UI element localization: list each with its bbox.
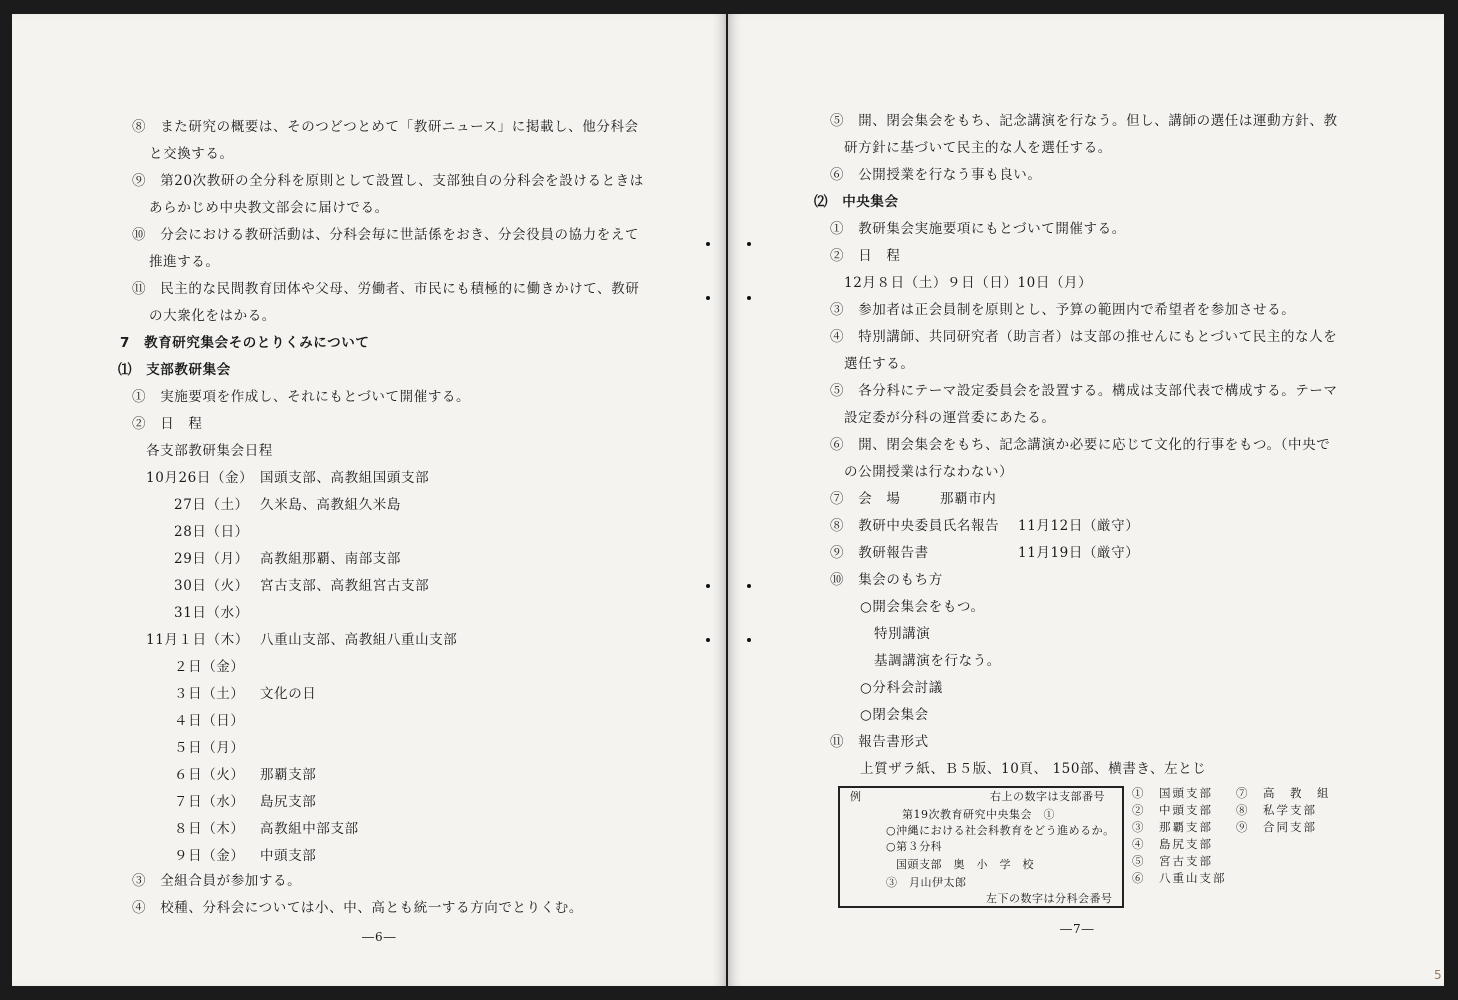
example-line: 国頭支部 奥 小 学 校 (896, 858, 1034, 871)
example-line: ③ 月山伊太郎 (886, 876, 967, 889)
text-line: 特別講演 (874, 626, 931, 642)
schedule-text: 中頭支部 (260, 848, 317, 864)
binding-hole (706, 242, 710, 246)
schedule-date: 30日（火） (174, 578, 249, 594)
text-line: の大衆化をはかる。 (149, 308, 276, 324)
example-line: 第19次教育研究中央集会 ① (902, 808, 1055, 821)
text-line: 設定委が分科の運営委にあたる。 (844, 410, 1056, 426)
subsection-heading: ⑵ 中央集会 (814, 194, 899, 210)
example-note: 左下の数字は分科会番号 (986, 892, 1113, 905)
binding-hole (706, 584, 710, 588)
example-line: ○第３分科 (886, 840, 943, 853)
text-line: ⑤ 各分科にテーマ設定委員会を設置する。構成は支部代表で構成する。テーマ (830, 383, 1338, 399)
schedule-text: 国頭支部、高教組国頭支部 (260, 470, 430, 486)
schedule-date: 31日（水） (174, 605, 249, 621)
schedule-date: 11月１日（木） (146, 632, 249, 648)
schedule-text: 高教組中部支部 (260, 821, 359, 837)
branch-item: ① 国頭支部 (1132, 786, 1213, 800)
branch-item: ③ 那覇支部 (1132, 820, 1213, 834)
text-line: ② 日 程 (132, 416, 203, 432)
schedule-date: ７日（水） (174, 794, 245, 810)
schedule-text: 八重山支部、高教組八重山支部 (260, 632, 458, 648)
schedule-text: 宮古支部、高教組宮古支部 (260, 578, 430, 594)
text-line: ⑪ 民主的な民間教育団体や父母、労働者、市民にも積極的に働きかけて、教研 (132, 281, 640, 297)
binding-hole (747, 242, 751, 246)
text-line: ⑧ また研究の概要は、そのつどつとめて「教研ニュース」に掲載し、他分科会 (132, 119, 639, 135)
text-line: ④ 校種、分科会については小、中、高とも統一する方向でとりくむ。 (132, 900, 583, 916)
binding-hole (747, 296, 751, 300)
page-number: ―6― (362, 930, 397, 944)
text-line: ⑦ 会 場 (830, 491, 901, 507)
text-line: ⑨ 教研報告書 (830, 545, 929, 561)
example-label: 例 (850, 790, 862, 803)
binding-hole (706, 638, 710, 642)
text-line: ① 教研集会実施要項にもとづいて開催する。 (830, 221, 1126, 237)
text-line: ⑧ 教研中央委員氏名報告 (830, 518, 1000, 534)
schedule-date: ３日（土） (174, 686, 245, 702)
page-right (728, 14, 1444, 986)
binding-hole (706, 296, 710, 300)
schedule-date: 29日（月） (174, 551, 249, 567)
text-line: ⑤ 開、閉会集会をもち、記念講演を行なう。但し、講師の選任は運動方針、教 (830, 113, 1338, 129)
schedule-date: ６日（火） (174, 767, 245, 783)
text-line: と交換する。 (149, 146, 234, 162)
page-left (12, 14, 726, 986)
example-line: ○沖縄における社会科教育をどう進めるか。 (886, 824, 1115, 837)
text-value: 11月19日（厳守） (1018, 545, 1140, 561)
text-line: ③ 参加者は正会員制を原則とし、予算の範囲内で希望者を参加させる。 (830, 302, 1296, 318)
schedule-text: 島尻支部 (260, 794, 317, 810)
text-line: 推進する。 (149, 254, 220, 270)
text-line: ⑥ 公開授業を行なう事も良い。 (830, 167, 1042, 183)
text-line: ⑥ 開、閉会集会をもち、記念講演か必要に応じて文化的行事をもつ。（中央で (830, 437, 1331, 453)
binding-hole (747, 638, 751, 642)
branch-item: ⑥ 八重山支部 (1132, 871, 1227, 885)
text-line: ⑩ 集会のもち方 (830, 572, 943, 588)
page-number: ―7― (1060, 922, 1095, 936)
schedule-date: ９日（金） (174, 848, 245, 864)
text-line: 12月８日（土）９日（日）10日（月） (844, 275, 1093, 291)
text-line: ⑨ 第20次教研の全分科を原則として設置し、支部独自の分科会を設けるときは (132, 173, 644, 189)
text-line: ⑩ 分会における教研活動は、分科会毎に世話係をおき、分会役員の協力をえて (132, 227, 640, 243)
text-line: ○開会集会をもつ。 (860, 599, 985, 615)
text-line: ○閉会集会 (860, 707, 929, 723)
branch-item: ④ 島尻支部 (1132, 837, 1213, 851)
binding-hole (747, 584, 751, 588)
branch-item: ⑦ 高 教 組 (1236, 786, 1331, 800)
schedule-text: 那覇支部 (260, 767, 317, 783)
text-line: ① 実施要項を作成し、それにもとづいて開催する。 (132, 389, 471, 405)
text-line: の公開授業は行なわない） (844, 464, 1014, 480)
branch-item: ⑤ 宮古支部 (1132, 854, 1213, 868)
text-value: 11月12日（厳守） (1018, 518, 1140, 534)
schedule-date: ８日（木） (174, 821, 245, 837)
text-line: 研方針に基づいて民主的な人を選任する。 (844, 140, 1112, 156)
schedule-date: 27日（土） (174, 497, 249, 513)
text-line: ○分科会討議 (860, 680, 943, 696)
branch-item: ⑨ 合同支部 (1236, 820, 1317, 834)
schedule-date: ４日（日） (174, 713, 245, 729)
text-value: 那覇市内 (940, 491, 997, 507)
text-line: ③ 全組合員が参加する。 (132, 873, 302, 889)
schedule-text: 文化の日 (260, 686, 317, 702)
corner-mark: 5 (1434, 968, 1442, 982)
text-line: ④ 特別講師、共同研究者（助言者）は支部の推せんにもとづいて民主的な人を (830, 329, 1338, 345)
text-line: 基調講演を行なう。 (874, 653, 1001, 669)
example-box (838, 786, 1124, 908)
text-line: 各支部教研集会日程 (146, 443, 273, 459)
schedule-date: ２日（金） (174, 659, 245, 675)
schedule-date: ５日（月） (174, 740, 245, 756)
text-line: ⑪ 報告書形式 (830, 734, 929, 750)
schedule-date: 10月26日（金） (146, 470, 254, 486)
branch-item: ⑧ 私学支部 (1236, 803, 1317, 817)
text-line: 選任する。 (844, 356, 915, 372)
schedule-text: 高教組那覇、南部支部 (260, 551, 401, 567)
text-line: ② 日 程 (830, 248, 901, 264)
section-heading: 7 教育研究集会そのとりくみについて (120, 335, 370, 351)
text-line: あらかじめ中央教文部会に届けでる。 (149, 200, 389, 216)
branch-item: ② 中頭支部 (1132, 803, 1213, 817)
subsection-heading: ⑴ 支部教研集会 (118, 362, 231, 378)
schedule-text: 久米島、高教組久米島 (260, 497, 401, 513)
example-note: 右上の数字は支部番号 (990, 790, 1105, 803)
text-line: 上質ザラ紙、Ｂ５版、10頁、 150部、横書き、左とじ (860, 761, 1207, 777)
schedule-date: 28日（日） (174, 524, 249, 540)
